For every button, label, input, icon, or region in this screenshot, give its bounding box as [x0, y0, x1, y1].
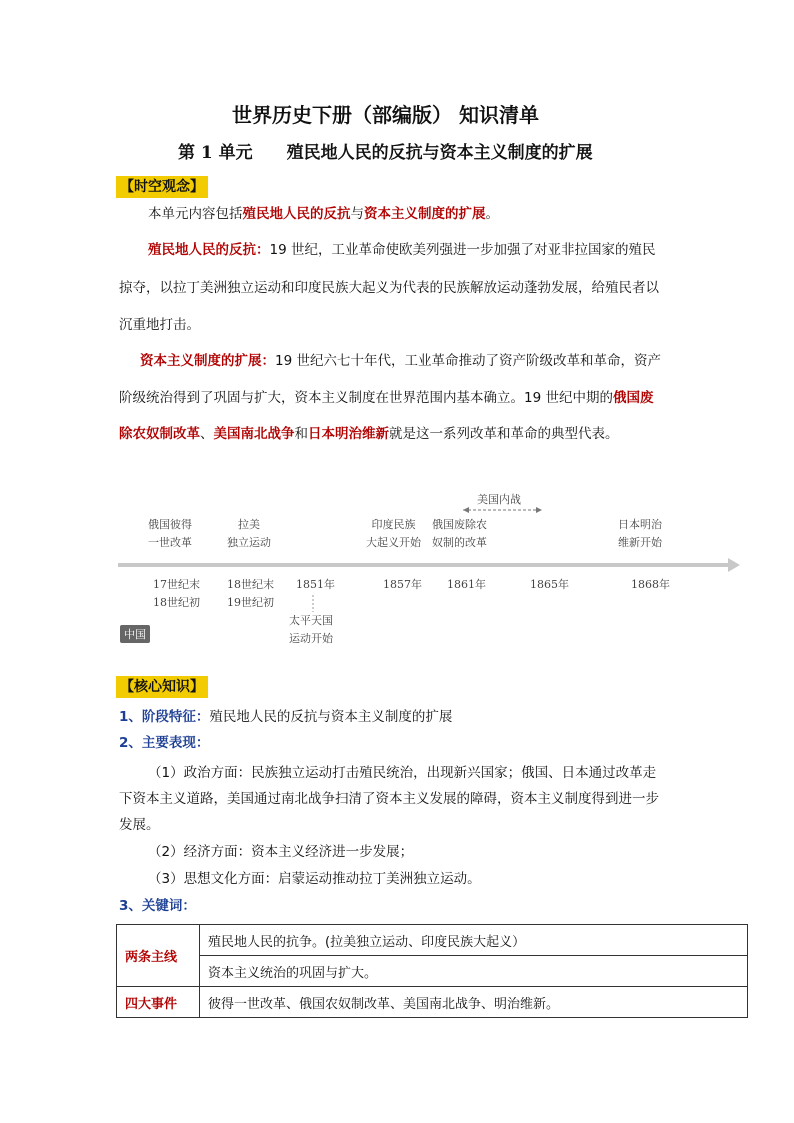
item-main-performance: 2、主要表现：	[119, 735, 210, 751]
timeline-date-3: 1851年	[296, 578, 335, 591]
paragraph-resistance-line2: 掠夺，以拉丁美洲独立运动和印度民族大起义为代表的民族解放运动蓬勃发展，给殖民者以	[119, 280, 659, 296]
table-head-four-events: 四大事件	[117, 987, 200, 1018]
intro-paragraph: 本单元内容包括殖民地人民的反抗与资本主义制度的扩展。	[148, 206, 499, 222]
timeline-date-7: 1868年	[631, 578, 670, 591]
timeline-bracket-label: 美国内战	[477, 493, 521, 506]
china-tag: 中国	[120, 625, 150, 643]
section-tag-core: 【核心知识】	[116, 676, 208, 698]
page-title: 世界历史下册（部编版） 知识清单	[232, 103, 539, 127]
paragraph-resistance-line3: 沉重地打击。	[119, 317, 200, 333]
timeline-date-2: 18世纪末 19世纪初	[227, 578, 274, 609]
timeline-event-meiji: 日本明治 维新开始	[618, 518, 662, 549]
table-cell: 殖民地人民的抗争。(拉美独立运动、印度民族大起义）	[200, 925, 748, 956]
politics-line1: （1）政治方面：民族独立运动打击殖民统治，出现新兴国家；俄国、日本通过改革走	[148, 765, 657, 781]
timeline-event-peter: 俄国彼得 一世改革	[148, 518, 192, 549]
item-stage-feature: 1、阶段特征：殖民地人民的反抗与资本主义制度的扩展	[119, 709, 453, 725]
politics-line2: 下资本主义道路，美国通过南北战争扫清了资本主义发展的障碍，资本主义制度得到进一步	[119, 791, 659, 807]
paragraph-capitalism-line2: 阶级统治得到了巩固与扩大，资本主义制度在世界范围内基本确立。19 世纪中期的俄国废	[119, 390, 654, 406]
timeline-event-russia-serfdom: 俄国废除农 奴制的改革	[432, 518, 487, 549]
table-row	[117, 956, 748, 987]
timeline-date-6: 1865年	[530, 578, 569, 591]
timeline-date-4: 1857年	[383, 578, 422, 591]
section-tag-spacetime: 【时空观念】	[116, 176, 208, 198]
economy-line: （2）经济方面：资本主义经济进一步发展；	[148, 844, 414, 860]
table-row	[117, 987, 748, 1018]
timeline-date-1: 17世纪末 18世纪初	[153, 578, 200, 609]
table-row	[117, 925, 748, 956]
timeline-china-event: 太平天国 运动开始	[289, 614, 333, 645]
timeline-event-latin-america: 拉美 独立运动	[227, 518, 271, 549]
table-cell: 彼得一世改革、俄国农奴制改革、美国南北战争、明治维新。	[200, 987, 748, 1018]
politics-line3: 发展。	[119, 817, 160, 833]
paragraph-capitalism-line3: 除农奴制改革、美国南北战争和日本明治维新就是这一系列改革和革命的典型代表。	[119, 426, 619, 442]
unit-subtitle: 第 1 单元 殖民地人民的反抗与资本主义制度的扩展	[178, 143, 593, 163]
culture-line: （3）思想文化方面：启蒙运动推动拉丁美洲独立运动。	[148, 871, 481, 887]
paragraph-capitalism-line1: 资本主义制度的扩展：19 世纪六七十年代，工业革命推动了资产阶级改革和革命，资产	[140, 353, 661, 369]
item-keywords: 3、关键词：	[119, 898, 196, 914]
keywords-table	[116, 924, 748, 1018]
timeline-date-5: 1861年	[447, 578, 486, 591]
timeline-event-india: 印度民族 大起义开始	[366, 518, 421, 549]
paragraph-resistance-line1: 殖民地人民的反抗：19 世纪，工业革命使欧美列强进一步加强了对亚非拉国家的殖民	[148, 242, 656, 258]
table-head-two-lines: 两条主线	[117, 925, 200, 987]
table-cell: 资本主义统治的巩固与扩大。	[200, 956, 748, 987]
